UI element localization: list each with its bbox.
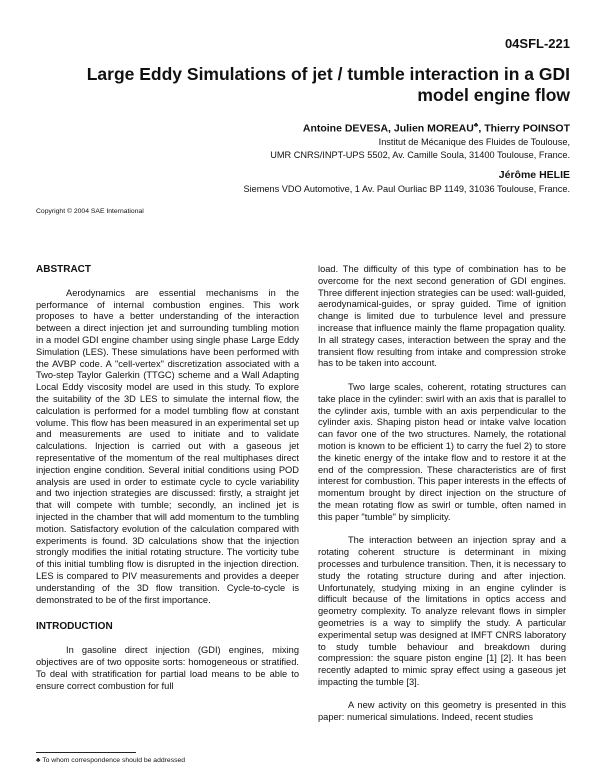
intro-paragraph-4-start: A new activity on this geometry is presented in this paper: numerical simulations. Indeed, recent studies [318, 700, 566, 723]
intro-paragraph-1-continued: load. The difficulty of this type of combination has to be overcome for the next second generation of GDI engines. Three different injection strategies can be used: wall-guided, aerodynamical-guides, or spray guided. Time of ignition change is limited due to turbulence level and pressure increase that influence mainly the flame propagation quality. In all strategy cases, interaction between the spray and the transient flow resulting from intake and compression stroke has to be taken into account. [318, 264, 566, 369]
paper-id: 04SFL-221 [504, 36, 570, 51]
affiliation-2: Siemens VDO Automotive, 1 Av. Paul Ourliac BP 1149, 31036 Toulouse, France. [243, 184, 570, 194]
paper-title [60, 64, 570, 106]
second-author: Jérôme HELIE [498, 169, 570, 181]
abstract-heading: ABSTRACT [36, 264, 91, 275]
intro-paragraph-3: The interaction between an injection spray and a rotating coherent structure is determinant in mixing processes and turbulence transition. Then, it is necessary to study the rotating structure during and after injection. Unfortunately, studying mixing in an engine cylinder is difficult because of the limitations in optics access and geometry complexity. To analyze relevant flows in simpler geometries is a way to simplify the study. A particular experimental setup was designed at IMFT CNRS laboratory to study tumble behaviour and breakdown during compression: the square piston engine [1] [2]. It has been recently adapted to mimic spray effect using a gaseous jet impacting the tumble [3]. [318, 535, 566, 687]
footnote-mark: ♣ [473, 122, 479, 129]
affiliation-1 [270, 136, 570, 161]
title-line-1: Large Eddy Simulations of jet / tumble interaction in a GDI [86, 64, 570, 84]
copyright-notice: Copyright © 2004 SAE International [36, 208, 144, 215]
affiliation-1-line-1: Institut de Mécanique des Fluides de Toulouse, [378, 137, 570, 147]
title-line-2: model engine flow [417, 85, 570, 105]
author-list [303, 122, 570, 135]
abstract-text: Aerodynamics are essential mechanisms in the performance of internal combustion engines. This work proposes to have a better understanding of the interaction between a direct injection jet and surrounding tumbling motion in a model GDI engine chamber using single phase Large Eddy Simulation (LES). These simulations have been performed with the AVBP code. A "cell-vertex" discretization associated with a Two-step Taylor Galerkin (TTGC) scheme and a Wall Adapting Local Eddy viscosity model are used in this study. To explore the suitability of the 3D LES to simulate the internal flow, the calculation is performed for a model tumbling flow at constant volume. This flow has been measured in an experimental set up and measurements are used to initiate and to validate calculations. Injection is carried out with a gaseous jet representative of the momentum of the real multiphases direct injection engine condition. Several initial conditions using POD analysis are used in order to estimate cycle to cycle variability and two injection strategies are discussed: firstly, a straight jet that will compete with tumble; secondly, an inclined jet is injected in the chamber that will add momentum to the tumbling motion. Satisfactory evolution of the calculation compared with experiments is found. 3D calculations show that the injection strongly modifies the initial rotating structure. The vorticity tube of this initial tumbling flow is disrupted in the injection direction. LES is compared to PIV measurements and provides a deeper understanding of the 3D flow transition. Cycle-to-cycle is demonstrated to be of the first importance. [36, 287, 299, 605]
authors-first: Antoine DEVESA, Julien MOREAU [302, 122, 474, 135]
footnote: ♣ To whom correspondence should be addressed [36, 757, 186, 764]
left-column [36, 264, 299, 692]
intro-paragraph-2: Two large scales, coherent, rotating structures can take place in the cylinder: swirl with an axis that is parallel to the cylinder axis, tumble with an axis perpendicular to the cylinder axis. Shaping piston head or intake valve location can favor one of the two structures. Namely, the rotational motion is known to be efficient 1) to carry the fuel 2) to store the kinetic energy of the intake flow and to restore it at the end of the compression. These characteristics are of first interest for combustion. This paper interests in the effects of momentum brought by direct injection on the structure of the mean rotating flow as swirl or tumble, often named in this paper "tumble" by simplicity. [318, 381, 566, 522]
right-column [318, 264, 566, 724]
authors-last: , Thierry POINSOT [478, 122, 570, 135]
introduction-heading: INTRODUCTION [36, 621, 113, 633]
footnote-divider [36, 752, 136, 753]
intro-paragraph-1-start: In gasoline direct injection (GDI) engines, mixing objectives are of two opposite sorts: homogeneous or stratified. To deal with stratification for partial load means to be able to ensure correct combustion for full [36, 645, 299, 691]
affiliation-1-line-2: UMR CNRS/INPT-UPS 5502, Av. Camille Soula, 31400 Toulouse, France. [270, 149, 570, 160]
